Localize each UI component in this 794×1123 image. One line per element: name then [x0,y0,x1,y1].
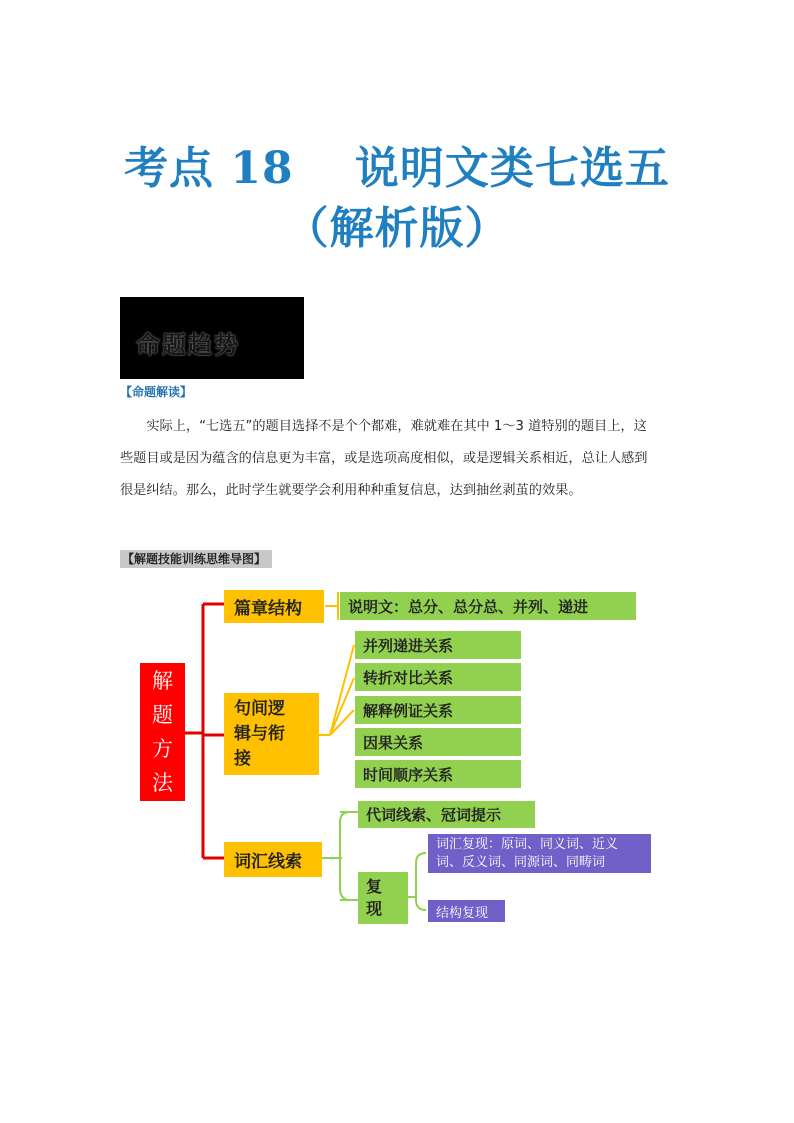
repeat-node [358,872,408,924]
logic-item: 并列递进关系 [355,631,521,659]
logic-item: 因果关系 [355,728,521,756]
page-title: 考点 18 说明文类七选五 [124,143,670,194]
page-subtitle: （解析版） [284,203,510,254]
branch-logic-line: 接 [234,748,251,769]
pronoun-clue: 代词线索、冠词提示 [358,801,535,828]
logic-item: 时间顺序关系 [355,760,521,788]
logic-item: 解释例证关系 [355,696,521,724]
lexical-repeat-line: 词汇复现：原词、同义词、近义 [436,836,619,852]
interpretation-heading: 【命题解读】 [120,385,193,399]
banner-text: 命题趋势 [136,331,240,359]
root-char: 解 [152,669,173,693]
branch-logic [224,693,319,775]
repeat-char: 现 [366,899,383,918]
repeat-char: 复 [366,877,383,896]
structural-repeat: 结构复现 [428,900,505,922]
paragraph-line: 很是纠结。那么，此时学生就要学会利用种种重复信息，达到抽丝剥茧的效果。 [120,483,582,498]
root-char: 题 [152,703,173,727]
branch-vocab: 词汇线索 [224,842,322,877]
branch-logic-line: 句间逻 [234,698,285,719]
paragraph-line: 些题目或是因为蕴含的信息更为丰富，或是选项高度相似，或是逻辑关系相近，总让人感到 [120,451,648,466]
lexical-repeat [428,834,651,873]
branch-logic-line: 辑与衔 [234,723,285,744]
mindmap-heading: 【解题技能训练思维导图】 [120,550,272,568]
mindmap-root [140,663,185,801]
structure-detail: 说明文：总分、总分总、并列、递进 [340,592,636,620]
lexical-repeat-line: 词、反义词、同源词、同畴词 [436,854,606,870]
root-char: 方 [152,737,173,761]
logic-item: 转折对比关系 [355,663,521,691]
branch-structure: 篇章结构 [224,590,324,623]
paragraph-line: 实际上，“七选五”的题目选择不是个个都难，难就难在其中 1～3 道特别的题目上，这 [120,419,647,434]
root-char: 法 [152,771,173,795]
